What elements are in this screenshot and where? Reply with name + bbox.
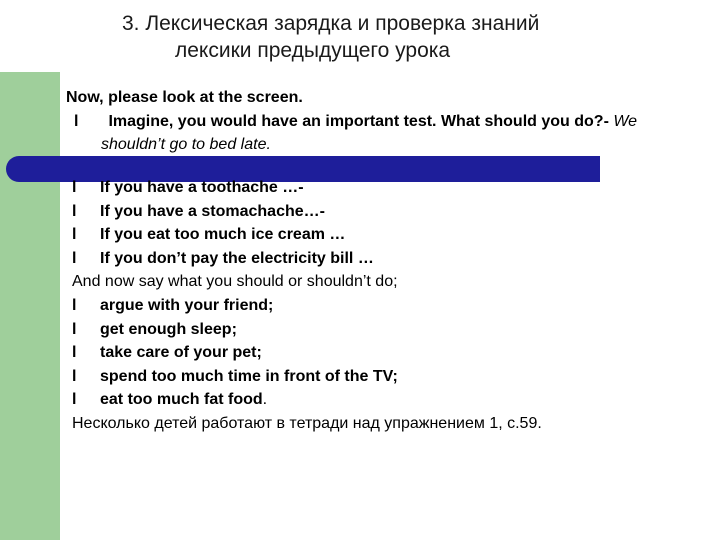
- intro-item-text: Imagine, you would have an important test. What should you do?-: [104, 112, 609, 130]
- exercise-block: [72, 176, 712, 436]
- action-item: [72, 318, 712, 342]
- condition-item: [72, 247, 712, 271]
- intro-lead: Now, please look at the screen.: [66, 89, 303, 106]
- action-text: take care of your pet;: [100, 344, 262, 362]
- action-item: [72, 365, 712, 389]
- bullet-icon: [72, 388, 100, 412]
- bullet-icon: [72, 341, 100, 365]
- condition-text: If you have a toothache …-: [100, 179, 304, 196]
- intro-block: [66, 86, 716, 157]
- condition-item: [72, 176, 712, 200]
- intro-item: [66, 110, 716, 134]
- intro-answer-rest: shouldn’t go to bed late.: [101, 136, 271, 153]
- bullet-icon: [72, 318, 100, 342]
- title-line-2: лексики предыдущего урока: [175, 39, 451, 62]
- action-item: [72, 388, 712, 412]
- bullet-icon: [72, 247, 100, 271]
- action-item: [72, 294, 712, 318]
- intro-answer-continued: [66, 133, 716, 157]
- title-line-1: 3. Лексическая зарядка и проверка знаний: [122, 12, 540, 35]
- bullet-icon: [74, 110, 104, 134]
- bullet-icon: [72, 223, 100, 247]
- action-text: spend too much time in front of the TV;: [100, 367, 398, 385]
- left-decorative-band: [0, 0, 60, 540]
- bullet-icon: [72, 200, 100, 224]
- action-text: get enough sleep;: [100, 320, 237, 338]
- action-item: [72, 341, 712, 365]
- action-suffix: .: [262, 391, 268, 409]
- condition-item: [72, 200, 712, 224]
- prompt-line: And now say what you should or shouldn’t do;: [72, 273, 398, 291]
- intro-answer-start: We: [613, 112, 638, 130]
- bullet-icon: [72, 365, 100, 389]
- condition-item: [72, 223, 712, 247]
- condition-text: If you don’t pay the electricity bill …: [100, 249, 374, 267]
- action-text: argue with your friend;: [100, 296, 274, 314]
- bullet-icon: [72, 176, 100, 200]
- action-text: eat too much fat food: [100, 391, 263, 409]
- bullet-icon: [72, 294, 100, 318]
- note-line: Несколько детей работают в тетради над упражнением 1, с.59.: [72, 414, 542, 432]
- top-left-blank: [0, 0, 60, 72]
- slide-title: [60, 10, 720, 64]
- condition-text: If you eat too much ice cream …: [100, 226, 346, 244]
- condition-text: If you have a stomachache…-: [100, 202, 325, 220]
